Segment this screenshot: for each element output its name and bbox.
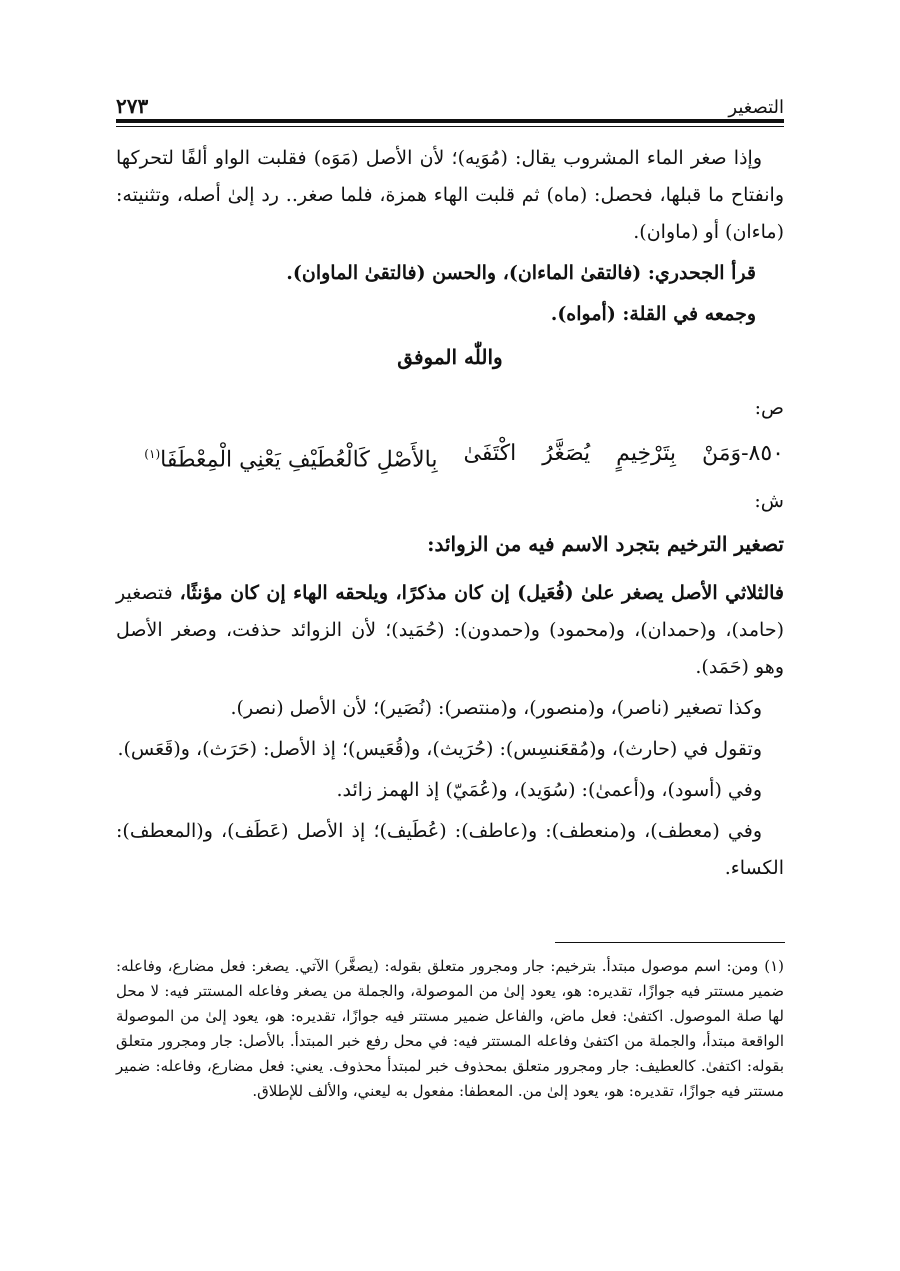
paragraph-water-diminutive: وإذا صغر الماء المشروب يقال: (مُوَيه)؛ لأن الأصل (مَوَه) فقلبت الواو ألفًا لتحركها وانفتاح ما قبلها، فحصل: (ماه) ثم قلبت الهاء همزة، فلما صغر.. رد إلىٰ أصله، وتثنيته: (ماءان) أو (ماوان). bbox=[116, 147, 784, 243]
plural-note: وجمعه في القلة: (أمواه). bbox=[550, 303, 756, 325]
verse-word: يُصَغَّرُ bbox=[542, 441, 591, 466]
verse-word: وَمَنْ bbox=[701, 441, 742, 466]
header-rule-thick bbox=[116, 119, 784, 123]
section-heading: تصغير الترخيم بتجرد الاسم فيه من الزوائد: bbox=[427, 532, 784, 557]
rule-statement: فالثلاثي الأصل يصغر علىٰ (فُعَيل) إن كان مذكرًا، ويلحقه الهاء إن كان مؤنثًا، bbox=[179, 582, 784, 605]
paragraph-aswad: وفي (أسود)، و(أعمىٰ): (سُوَيد)، و(عُمَيّ) إذ الهمز زائد. bbox=[336, 779, 762, 802]
paragraph-harith: وتقول في (حارث)، و(مُقعَنسِس): (حُرَيث)، و(قُعَيس)؛ إذ الأصل: (حَرَث)، و(قَعَس). bbox=[117, 738, 762, 761]
verse-word: بِتَرْخِيمٍ bbox=[616, 441, 676, 466]
verse-line bbox=[116, 431, 784, 483]
verse-word: بِالأَصْلِ كَالْعُطَيْفِ يَعْنِي الْمِعْطَفَا bbox=[160, 447, 438, 473]
closing-formula: واللّٰه الموفق bbox=[397, 345, 503, 369]
main-text bbox=[116, 140, 784, 891]
footnotes bbox=[116, 954, 784, 1104]
paragraph-plural bbox=[116, 296, 784, 333]
footnote-separator bbox=[555, 942, 785, 943]
page-number: ٢٧٣ bbox=[116, 94, 149, 118]
verse-number: ٨٥٠- bbox=[741, 441, 784, 466]
footnote-item bbox=[116, 954, 784, 1104]
rule-examples: فتصغير (حامد)، و(حمدان)، و(محمود) و(حمدون): (حُمَيد)؛ لأن الزوائد حذفت، وصغر الأصل وهو (حَمَد). bbox=[116, 582, 784, 679]
commentary-label: ش: bbox=[754, 490, 784, 513]
running-header bbox=[116, 84, 784, 118]
paragraph-readings bbox=[116, 255, 784, 292]
verse-segment bbox=[144, 431, 437, 483]
verse-word: اكْتَفَىٰ bbox=[463, 441, 517, 466]
footnote-reference: (١) bbox=[144, 447, 161, 461]
paragraph-nasir: وكذا تصغير (ناصر)، و(منصور)، و(منتصر): (نُصَير)؛ لأن الأصل (نصر). bbox=[230, 697, 762, 720]
verse-label: ص: bbox=[754, 397, 784, 419]
header-rule-thin bbox=[116, 126, 784, 127]
verse-segment bbox=[702, 431, 784, 483]
footnote-text: ومن: اسم موصول مبتدأ. بترخيم: جار ومجرور متعلق بقوله: (يصغَّر) الآتي. يصغر: فعل مضارع، وفاعله: ضمير مستتر فيه جوازًا، تقديره: هو، يعود إلىٰ من الموصولة، والجملة من يصغر وفاعله المستتر فيه: لا محل لها صلة الموصول. اكتفىٰ: فعل ماض، والفاعل ضمير مستتر فيه جوازًا، تقديره: هو، يعود إلىٰ من الموصولة الواقعة مبتدأ، والجملة من اكتفىٰ وفاعله المستتر فيه: في محل رفع خبر المبتدأ. بالأصل: جار ومجرور متعلق بقوله: اكتفىٰ. كالعطيف: جار ومجرور متعلق بمحذوف خبر لمبتدأ محذوف. يعني: فعل مضارع، وفاعله: ضمير مستتر فيه جوازًا، تقديره: هو، يعود إلىٰ من. المعطفا: مفعول به ليعني، والألف للإطلاق. bbox=[116, 957, 784, 1100]
paragraph-mitaf: وفي (معطف)، و(منعطف): و(عاطف): (عُطَيف)؛ إذ الأصل (عَطَف)، و(المعطف): الكساء. bbox=[116, 820, 784, 880]
paragraph-trilateral bbox=[116, 575, 784, 686]
footnote-mark: (١) bbox=[764, 957, 784, 975]
chapter-title: التصغير bbox=[728, 97, 784, 118]
reading-citation: قرأ الجحدري: (فالتقىٰ الماءان)، والحسن (فالتقىٰ الماوان). bbox=[286, 262, 756, 284]
